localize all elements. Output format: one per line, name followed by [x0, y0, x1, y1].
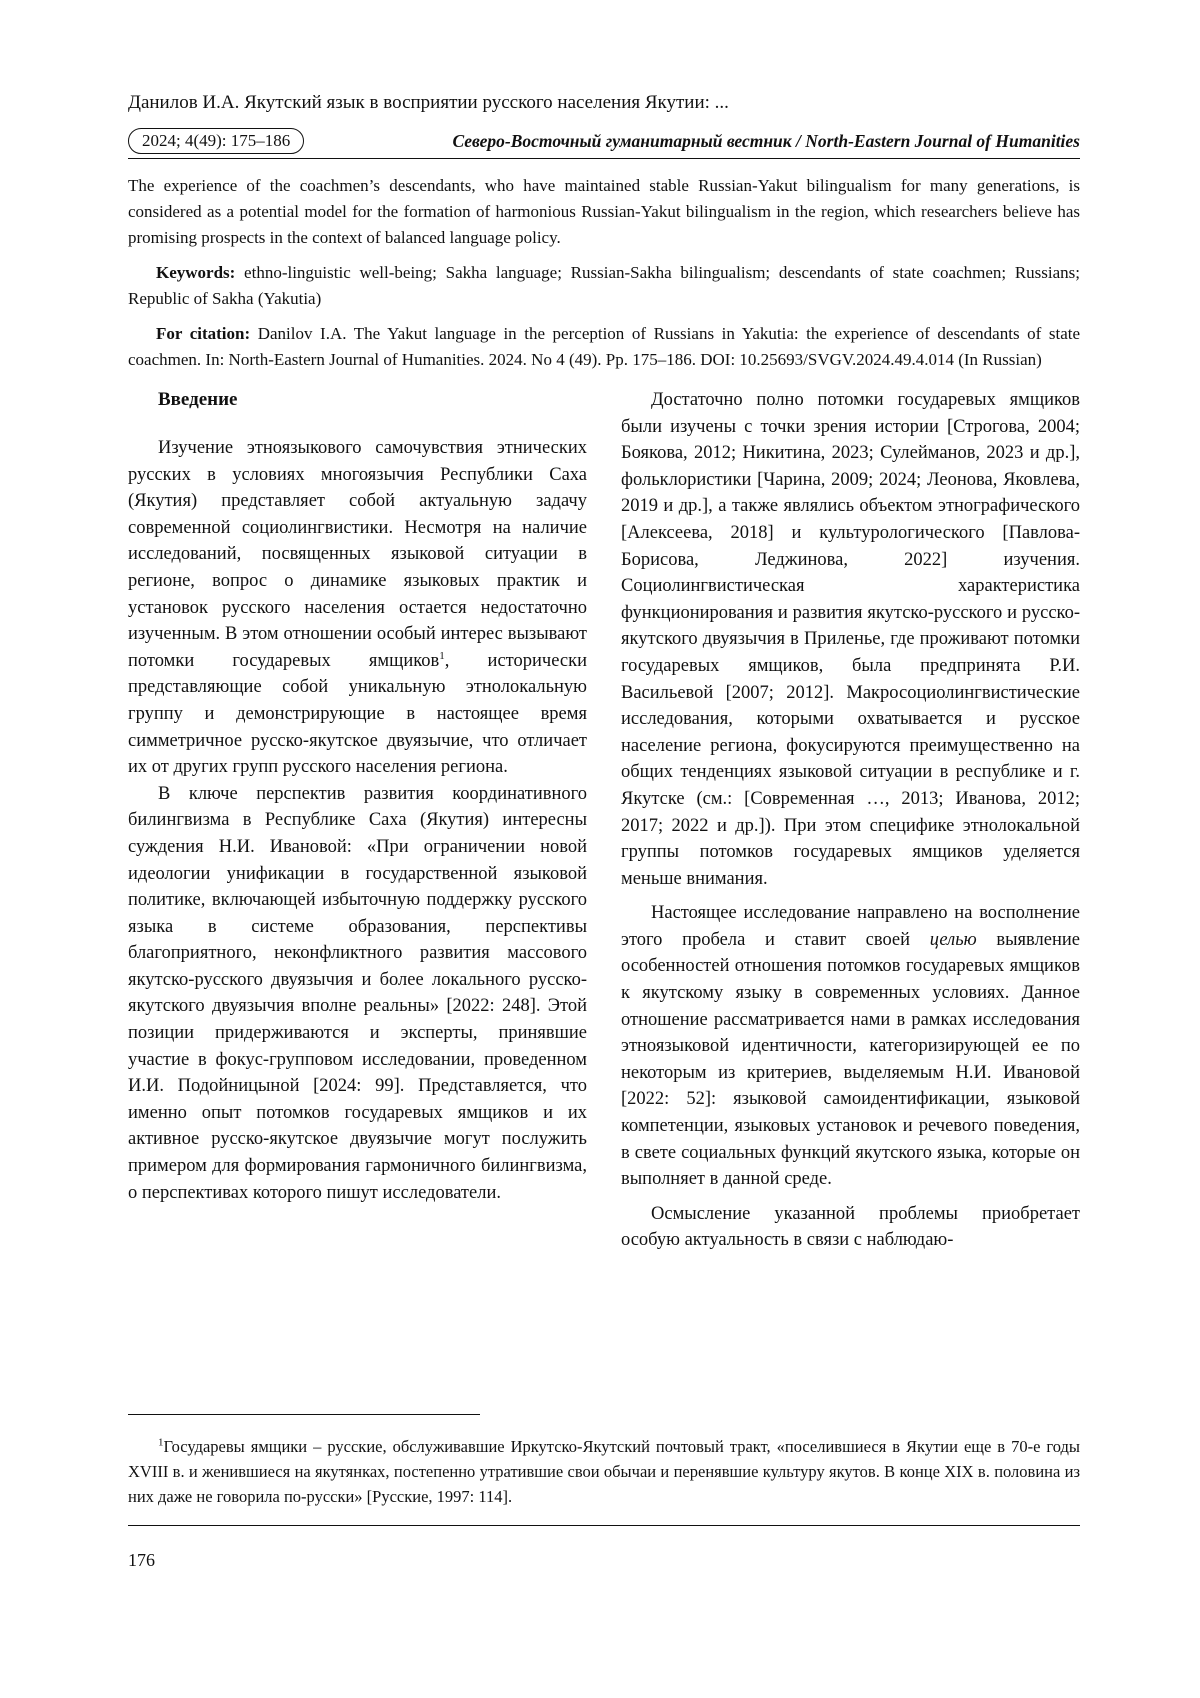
journal-title: Северо-Восточный гуманитарный вестник / North-Eastern Journal of Humanities	[452, 131, 1080, 151]
journal-header	[128, 126, 1080, 158]
paragraph-text: , исторически представляющие собой уникальную этнолокальную группу и демонстрирующие в настоящее время симметричное русско-якутское двуязычие, что отличает их от других групп русского населения региона.	[128, 650, 587, 778]
keywords-text: ethno-linguistic well-being; Sakha language; Russian-Sakha bilingualism; descendants of state coachmen; Russians; Republic of Sakha (Yakutia)	[128, 263, 1081, 308]
citation-label: For citation:	[156, 324, 251, 343]
footnote-reference[interactable]: 1	[439, 649, 445, 662]
keywords-label: Keywords:	[156, 263, 236, 282]
citation	[128, 321, 1080, 373]
footer-divider	[128, 1525, 1080, 1526]
paragraph	[128, 435, 587, 781]
paragraph: Осмысление указанной проблемы приобретает особую актуальность в связи с наблюдаю-	[621, 1203, 1080, 1251]
issue-badge: 2024; 4(49): 175–186	[128, 128, 304, 154]
paragraph-text: Изучение этноязыкового самочувствия этнических русских в условиях многоязычия Республики Саха (Якутия) представляет собой актуальную задачу современной социолингвистики. Несмотря на наличие исследований, посвященных языковой ситуации в регионе, вопрос о динамике языковых практик и установок русского населения остается недостаточно изученным. В этом отношении особый интерес вызывают потомки государевых ямщиков	[128, 438, 587, 671]
paragraph: В ключе перспектив развития координативного билингвизма в Республике Саха (Якутия) интересны суждения Н.И. Ивановой: «При ограничении новой идеологии унификации в государственной языковой политике, включающей избыточную поддержку русского языка в системе образования, перспективы благоприятного, неконфликтного развития массового якутско-русского двуязычия и более локального русско-якутского двуязычия вполне реальны» [2022: 248]. Этой позиции придерживаются и эксперты, принявшие участие в фокус-групповом исследовании, проведенном И.И. Подойницыной [2024: 99]. Представляется, что именно опыт потомков государевых ямщиков и их активное русско-якутское двуязычие могут послужить примером для формирования гармоничного билингвизма, о перспективах которого пишут исследователи.	[128, 783, 587, 1203]
paragraph: Достаточно полно потомки государевых ямщиков были изучены с точки зрения истории [Строгова, 2004; Боякова, 2012; Никитина, 2023; Сулейманов, 2023 и др.], фольклористики [Чарина, 2009; 2024; Леонова, Яковлева, 2019 и др.], а также являлись объектом этнографического [Алексеева, 2018] и культурологического [Павлова-Борисова, Леджинова, 2022] изучения. Социолингвистическая характеристика функционирования и развития якутско-русского и русско-якутского двуязычия в Приленье, где проживают потомки государевых ямщиков, была предпринята Р.И. Васильевой [2007; 2012]. Макросоциолингвистические исследования, которыми охватывается и русское население региона, фокусируются преимущественно на общих тенденциях языковой ситуации в республике и г. Якутске (см.: [Современная …, 2013; Иванова, 2012; 2017; 2022 и др.]). При этом специфике этнолокальной группы потомков государевых ямщиков уделяется меньше внимания.	[621, 390, 1080, 889]
footnote-mark: 1	[158, 1436, 164, 1449]
abstract	[128, 173, 1080, 373]
abstract-text: The experience of the coachmen’s descendants, who have maintained stable Russian-Yakut bilingualism for many generations, is considered as a potential model for the formation of harmonious Russian-Yakut bilingualism in the region, which researchers believe has promising prospects in the context of balanced language policy.	[128, 176, 1080, 247]
footnote-divider	[128, 1414, 480, 1415]
emphasis: целью	[929, 929, 977, 950]
body-columns	[128, 387, 1080, 1332]
running-title: Данилов И.А. Якутский язык в восприятии русского населения Якутии: ...	[128, 92, 729, 113]
page-number: 176	[128, 1550, 155, 1570]
left-column	[128, 387, 587, 1206]
keywords	[128, 260, 1080, 312]
footnote	[128, 1434, 1080, 1509]
footnote-text: Государевы ямщики – русские, обслуживавшие Иркутско-Якутский почтовый тракт, «поселившиеся в Якутии еще в 70-е годы XVIII в. и женившиеся на якутянках, постепенно утратившие свои обычаи и перенявшие культуру якутов. В конце XIX в. половина из них даже не говорила по-русски» [Русские, 1997: 114].	[128, 1437, 1080, 1506]
page	[128, 90, 1080, 1332]
header-divider	[128, 158, 1080, 159]
citation-text: Danilov I.A. The Yakut language in the perception of Russians in Yakutia: the experience of descendants of state coachmen. In: North-Eastern Journal of Humanities. 2024. No 4 (49). Pp. 175–186. DOI: 10.25693/SVGV.2024.49.4.014 (In Russian)	[128, 324, 1081, 369]
paragraph-text: Настоящее исследование направлено на восполнение этого пробела и ставит своей	[621, 903, 1080, 950]
paragraph	[621, 900, 1080, 1193]
paragraph-text: выявление особенностей отношения потомков государевых ямщиков к якутскому языку в современных условиях. Данное отношение рассматривается нами в рамках исследования этноязыковой идентичности, категоризирующей ее по некоторым из критериев, выделяемым Н.И. Ивановой [2022: 52]: языковой самоидентификации, языковой компетенции, языковых установок и речевого поведения, в свете социальных функций якутского языка, которые он выполняет в данной среде.	[621, 929, 1080, 1190]
right-column	[621, 387, 1080, 1254]
section-heading: Введение	[158, 389, 238, 410]
